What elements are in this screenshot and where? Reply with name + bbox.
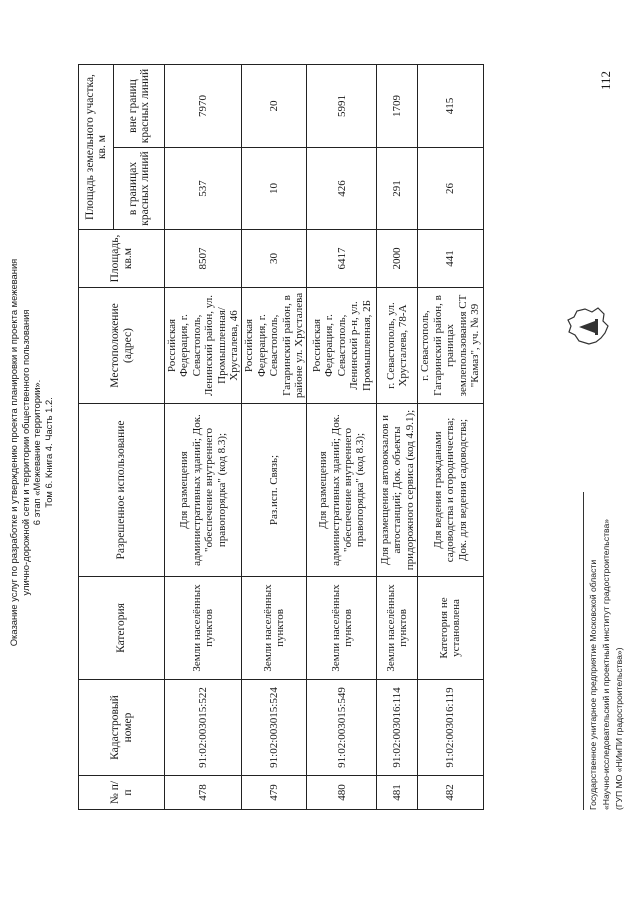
cell-outside: 415 [418,65,483,148]
cell-area: 6417 [307,230,377,288]
header-line-1: Оказание услуг по разработке и утверждению проекта планировки и проекта межевания [8,258,19,647]
footer-line-1: Государственное унитарное предприятие Московской области [588,559,598,810]
col-header-land-area: Площадь земельного участка, кв. м [79,65,114,230]
cell-location: Российская Федерация, г. Севастополь, Ленинский р-н, ул. Промышленная, 2Б [307,288,377,404]
header-line-3: 6 этап «Межевание территории». [31,379,43,526]
cell-num: 481 [377,776,418,810]
footer-line-2: «Научно-исследовательский и проектный институт градостроительства» [601,518,611,810]
cell-cadastral: 91:02:003015:549 [307,680,377,776]
cell-outside: 1709 [377,65,418,148]
cell-location: Российская Федерация, г. Севастополь, Ленинский район, ул. Промышленная/Хрусталева, 46 [165,288,242,404]
col-header-category: Категория [79,577,165,680]
cell-use: Для ведения гражданами садоводства и огородничества; Док. для ведения садоводства; [418,404,483,577]
header-line-2: улично-дорожной сети и территории общественного пользования [19,309,31,596]
cell-category: Земли населённых пунктов [307,577,377,680]
cell-area: 2000 [377,230,418,288]
footer-divider [583,492,584,810]
cell-category: Земли населённых пунктов [242,577,307,680]
cell-category: Земли населённых пунктов [165,577,242,680]
cell-num: 482 [418,776,483,810]
col-header-location: Местоположение (адрес) [79,288,165,404]
table-row [418,65,483,810]
col-header-cadastral: Кадастровый номер [79,680,165,776]
cell-outside: 5991 [307,65,377,148]
cell-cadastral: 91:02:003016:119 [418,680,483,776]
col-header-num: № п/п [79,776,165,810]
cell-within: 291 [377,148,418,230]
cell-within: 426 [307,148,377,230]
cell-location: г. Севастополь, ул. Хрусталева, 78-А [377,288,418,404]
col-header-within-red: в границах красных линий [114,148,165,230]
cell-area: 441 [418,230,483,288]
cell-area: 30 [242,230,307,288]
cell-within: 26 [418,148,483,230]
cell-category: Земли населённых пунктов [377,577,418,680]
header-line-4: Том 6. Книга 4. Часть 1.2. [42,397,54,508]
cell-within: 537 [165,148,242,230]
cell-location: г. Севастополь, Гагаринский район, в границах землепользования СТ "Камаз", уч. № 39 [418,288,483,404]
document-header [8,120,54,785]
cell-category: Категория не установлена [418,577,483,680]
col-header-outside-red: вне границ красных линий [114,65,165,148]
cell-use: Для размещения административных зданий; Док. "обеспечение внутреннего правопорядка" (код 8.3); [165,404,242,577]
cell-cadastral: 91:02:003015:524 [242,680,307,776]
cell-outside: 7970 [165,65,242,148]
table-row [307,65,377,810]
cell-cadastral: 91:02:003016:114 [377,680,418,776]
cell-area: 8507 [165,230,242,288]
cell-cadastral: 91:02:003015:522 [165,680,242,776]
col-header-area: Площадь, кв.м [79,230,165,288]
cell-outside: 20 [242,65,307,148]
land-plots-table [78,64,484,810]
cell-num: 480 [307,776,377,810]
moscow-region-logo-icon [565,304,611,350]
cell-use: Раз.исп. Связь; [242,404,307,577]
document-footer [587,519,626,810]
cell-location: Российская Федерация, г. Севастополь, Гагаринский район, в районе ул. Хрусталева [242,288,307,404]
table-row [377,65,418,810]
cell-within: 10 [242,148,307,230]
table-row [165,65,242,810]
cell-num: 479 [242,776,307,810]
page-number: 112 [598,70,613,90]
footer-line-3: (ГУП МО «НИиПИ градостроительства») [614,647,624,810]
cell-use: Для размещения административных зданий; Док. "обеспечение внутреннего правопорядка" (код 8.3); [307,404,377,577]
col-header-use: Разрешенное использование [79,404,165,577]
cell-num: 478 [165,776,242,810]
cell-use: Для размещения автовокзалов и автостанций; Док. объекты придорожного сервиса (код 4.9.1); [377,404,418,577]
table-row [242,65,307,810]
